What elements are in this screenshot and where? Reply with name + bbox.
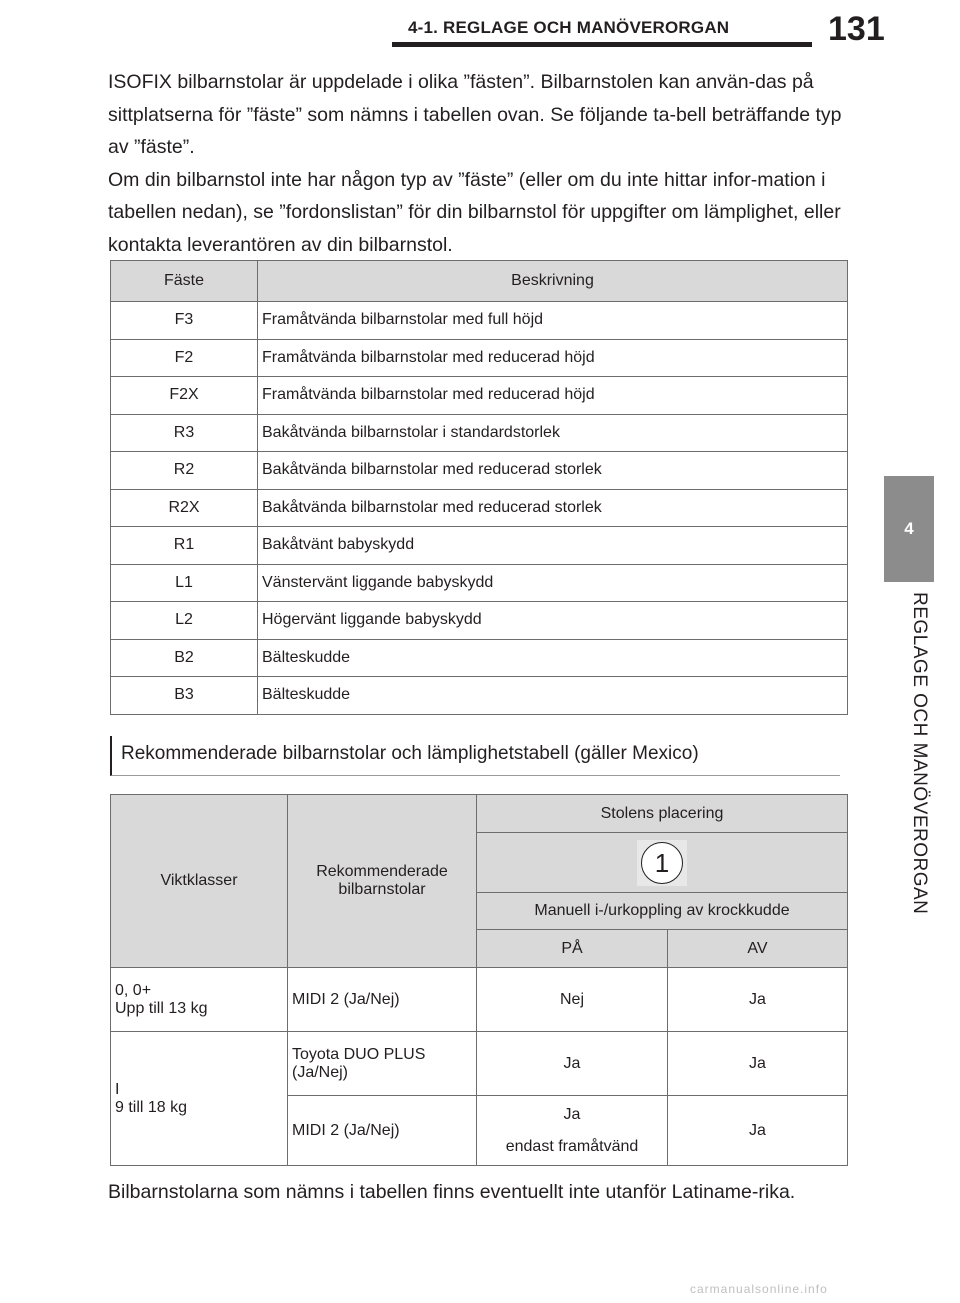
fixture-description: Framåtvända bilbarnstolar med full höjd: [258, 302, 848, 340]
seat-position-cell: [477, 833, 848, 893]
watermark-text: carmanualsonline.info: [690, 1282, 828, 1296]
airbag-off-cell: Ja: [668, 968, 848, 1032]
fixture-code: B3: [111, 677, 258, 715]
fixture-description: Bakåtvända bilbarnstolar i standardstorlek: [258, 414, 848, 452]
airbag-on-cell: Nej: [477, 968, 668, 1032]
fixture-description: Bälteskudde: [258, 639, 848, 677]
fixture-description: Bälteskudde: [258, 677, 848, 715]
table-row: [111, 452, 848, 490]
fixture-table: [110, 260, 848, 715]
fixture-code: R3: [111, 414, 258, 452]
header-weight-class: Viktklasser: [111, 795, 288, 968]
header-recommended-seats: Rekommenderade bilbarnstolar: [288, 795, 477, 968]
table-row: [111, 564, 848, 602]
fixture-code: R1: [111, 527, 258, 565]
airbag-on-cell: Ja: [477, 1032, 668, 1096]
weight-class-cell: 0, 0+ Upp till 13 kg: [111, 968, 288, 1032]
table-row: [111, 602, 848, 640]
fixture-code: F2X: [111, 377, 258, 415]
footer-note: Bilbarnstolarna som nämns i tabellen finns eventuellt inte utanför Latiname-rika.: [108, 1181, 796, 1203]
fixture-description: Bakåtvända bilbarnstolar med reducerad storlek: [258, 489, 848, 527]
weight-class-cell: I 9 till 18 kg: [111, 1032, 288, 1166]
seat-model-cell: MIDI 2 (Ja/Nej): [288, 968, 477, 1032]
table-row: [111, 339, 848, 377]
fixture-description: Högervänt liggande babyskydd: [258, 602, 848, 640]
chapter-header-title: 4-1. REGLAGE OCH MANÖVERORGAN: [408, 18, 730, 37]
fixture-description: Bakåtvänt babyskydd: [258, 527, 848, 565]
seat-number: 1: [641, 842, 683, 884]
intro-paragraph-2: Om din bilbarnstol inte har någon typ av ”fäste” (eller om du inte hittar infor-mation i tabellen nedan), se ”fordonslistan” för din bilbarnstol för uppgifter om lämplighet, eller kontakta leverantören av din bilbarnstol.: [108, 168, 841, 256]
seat-model-cell: Toyota DUO PLUS (Ja/Nej): [288, 1032, 477, 1096]
fixture-description: Framåtvända bilbarnstolar med reducerad höjd: [258, 339, 848, 377]
table-row: [111, 677, 848, 715]
fixture-description: Vänstervänt liggande babyskydd: [258, 564, 848, 602]
fixture-description: Bakåtvända bilbarnstolar med reducerad storlek: [258, 452, 848, 490]
table-row: [111, 639, 848, 677]
chapter-side-label: REGLAGE OCH MANÖVERORGAN: [909, 592, 930, 915]
table-row: [111, 302, 848, 340]
header-airbag-off: AV: [668, 930, 848, 968]
fixture-code: F3: [111, 302, 258, 340]
intro-paragraph-1: ISOFIX bilbarnstolar är uppdelade i olika ”fästen”. Bilbarnstolen kan använ-das på sittplatserna för ”fäste” som nämns i tabellen ovan. Se följande ta-bell beträffande typ av ”fäste”.: [108, 71, 842, 158]
intro-text: [108, 66, 848, 261]
table-row: [111, 489, 848, 527]
table-row: [111, 414, 848, 452]
airbag-off-cell: Ja: [668, 1032, 848, 1096]
table-row: [111, 968, 848, 1032]
column-header-faste: Fäste: [111, 261, 258, 302]
airbag-on-cell: Ja endast framåtvänd: [477, 1096, 668, 1166]
section-heading: Rekommenderade bilbarnstolar och lämplighetstabell (gäller Mexico): [110, 736, 840, 776]
fixture-code: B2: [111, 639, 258, 677]
table-row: [111, 1032, 848, 1096]
header-airbag-on: PÅ: [477, 930, 668, 968]
header-airbag-switch: Manuell i-/urkoppling av krockkudde: [477, 893, 848, 930]
suitability-table: [110, 794, 848, 1166]
seat-position-icon: [637, 840, 687, 886]
seat-model-cell: MIDI 2 (Ja/Nej): [288, 1096, 477, 1166]
page-number: 131: [828, 10, 885, 48]
fixture-code: F2: [111, 339, 258, 377]
fixture-description: Framåtvända bilbarnstolar med reducerad höjd: [258, 377, 848, 415]
fixture-code: L1: [111, 564, 258, 602]
chapter-tab: 4: [884, 476, 934, 582]
fixture-code: R2X: [111, 489, 258, 527]
column-header-beskrivning: Beskrivning: [258, 261, 848, 302]
table-row: [111, 527, 848, 565]
fixture-code: R2: [111, 452, 258, 490]
fixture-code: L2: [111, 602, 258, 640]
header-seat-placement: Stolens placering: [477, 795, 848, 833]
table-row: [111, 377, 848, 415]
airbag-off-cell: Ja: [668, 1096, 848, 1166]
header-rule: [392, 42, 812, 47]
